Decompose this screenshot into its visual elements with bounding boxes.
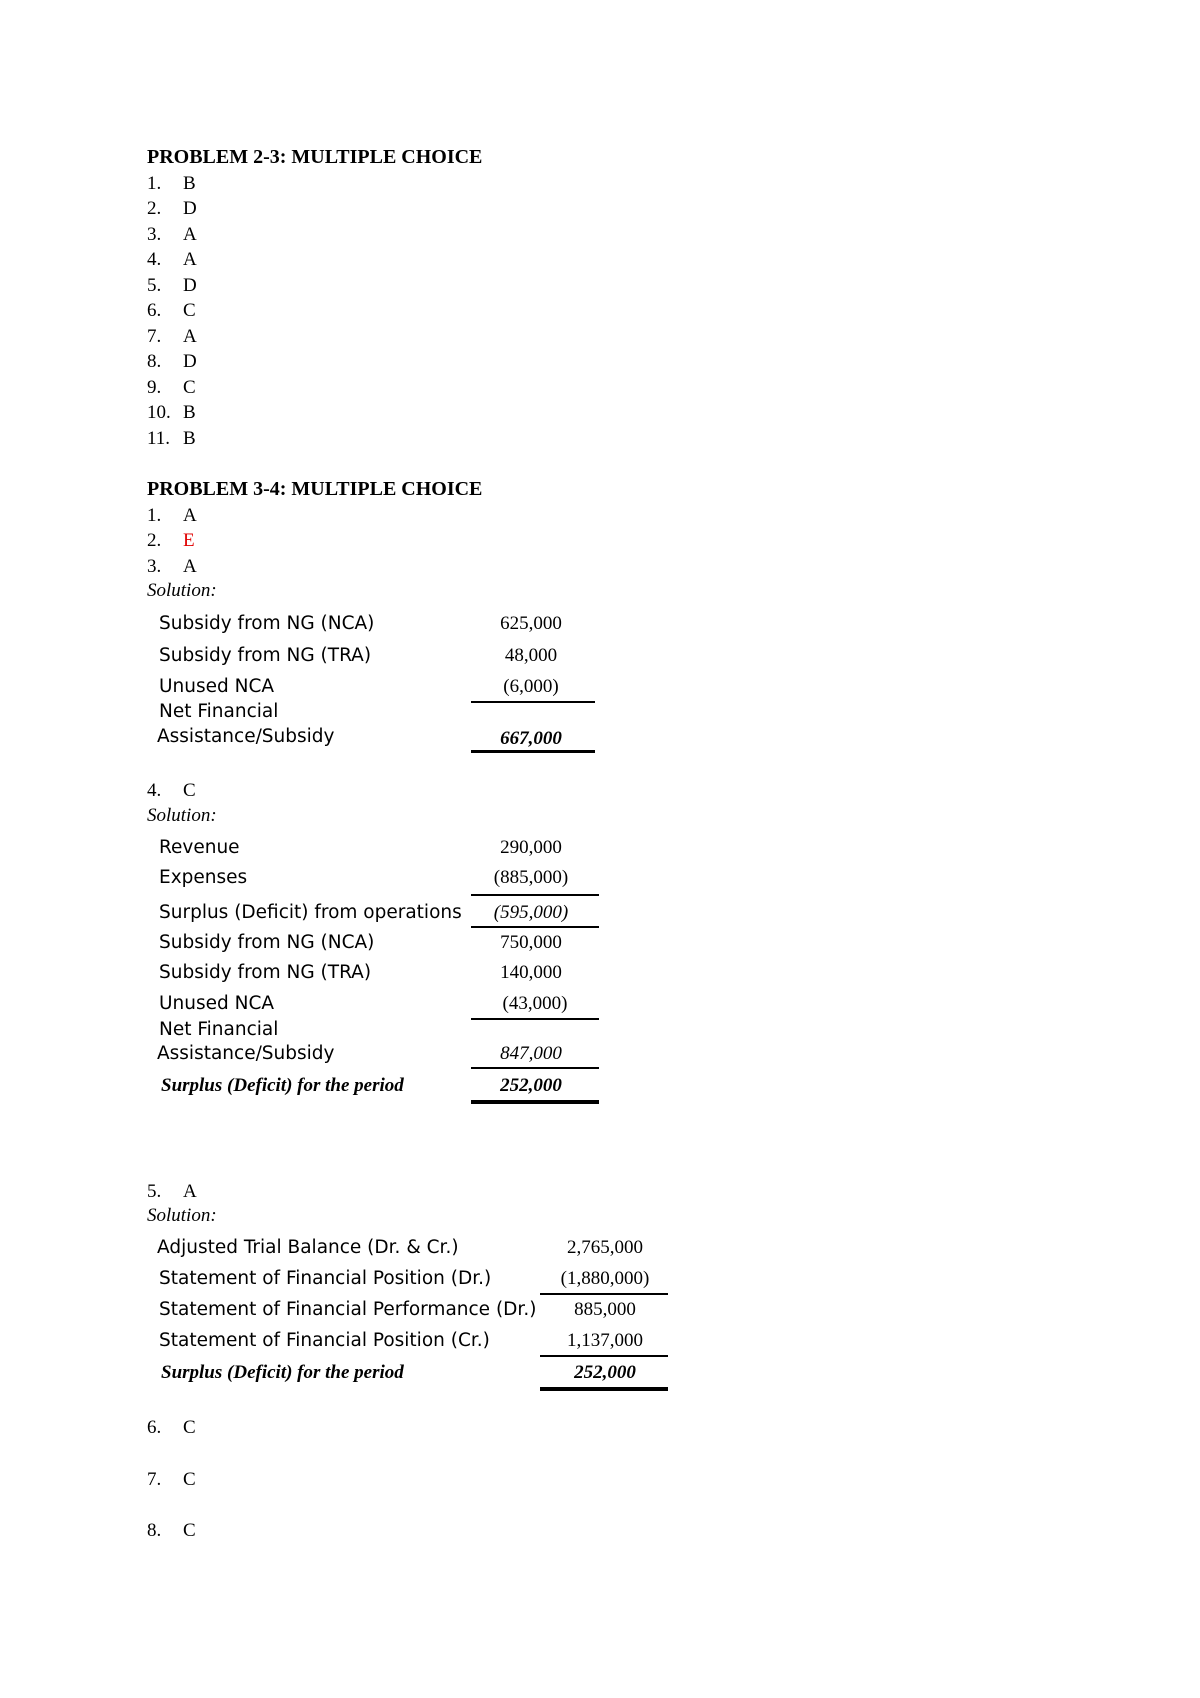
list-item: 6. C: [147, 1417, 196, 1438]
row-value: 48,000: [504, 645, 558, 666]
list-item: 11. B: [147, 428, 196, 449]
underline: [471, 894, 599, 896]
row-label: Surplus (Deficit) from operations: [159, 902, 462, 923]
double-underline: [540, 1387, 668, 1391]
row-label: Statement of Financial Performance (Dr.): [159, 1299, 537, 1320]
net-value: 847,000: [500, 1043, 562, 1064]
list-item: 1. B: [147, 173, 196, 194]
row-label: Adjusted Trial Balance (Dr. & Cr.): [157, 1237, 459, 1258]
row-value: 2,765,000: [567, 1237, 643, 1258]
underline: [471, 1067, 599, 1069]
total-label: Net Financial: [159, 701, 279, 722]
row-label: Expenses: [159, 867, 248, 888]
solution-label: Solution:: [147, 580, 217, 601]
net-label: Net Financial: [159, 1019, 279, 1040]
underline: [471, 1018, 599, 1020]
underline: [471, 926, 599, 928]
row-value: 140,000: [500, 962, 562, 983]
list-item: 10. B: [147, 402, 196, 423]
row-value: (595,000): [493, 902, 569, 923]
row-value: 885,000: [574, 1299, 636, 1320]
final-label: Surplus (Deficit) for the period: [161, 1362, 404, 1383]
row-label: Statement of Financial Position (Cr.): [159, 1330, 490, 1351]
list-item: 1. A: [147, 505, 197, 526]
row-label: Subsidy from NG (TRA): [159, 645, 372, 666]
final-value: 252,000: [500, 1075, 562, 1096]
row-value: 750,000: [500, 932, 562, 953]
final-value: 252,000: [574, 1362, 636, 1383]
row-label: Unused NCA: [159, 993, 275, 1014]
problem-3-4-heading: PROBLEM 3-4: MULTIPLE CHOICE: [147, 478, 483, 500]
underline: [540, 1293, 668, 1295]
row-label: Subsidy from NG (NCA): [159, 613, 375, 634]
list-item: 5. A: [147, 1181, 197, 1202]
problem-2-3-heading: PROBLEM 2-3: MULTIPLE CHOICE: [147, 146, 483, 168]
row-label: Subsidy from NG (TRA): [159, 962, 372, 983]
net-label: Assistance/Subsidy: [157, 1043, 335, 1064]
underline: [471, 701, 595, 703]
list-item: 3. A: [147, 224, 197, 245]
total-value: 667,000: [500, 728, 562, 749]
list-item: 2. D: [147, 198, 197, 219]
list-item: 3. A: [147, 556, 197, 577]
list-item: 7. A: [147, 326, 197, 347]
total-label: Assistance/Subsidy: [157, 726, 335, 747]
list-item: 7. C: [147, 1469, 196, 1490]
double-underline: [471, 750, 595, 753]
solution-label: Solution:: [147, 1205, 217, 1226]
row-value: 625,000: [500, 613, 562, 634]
row-value: 290,000: [500, 837, 562, 858]
row-value: (43,000): [502, 993, 568, 1014]
list-item: 5. D: [147, 275, 197, 296]
underline: [540, 1355, 668, 1357]
solution-label: Solution:: [147, 805, 217, 826]
double-underline: [471, 1100, 599, 1104]
list-item: 9. C: [147, 377, 196, 398]
list-item: 8. D: [147, 351, 197, 372]
list-item: 4. C: [147, 780, 196, 801]
row-label: Unused NCA: [159, 676, 275, 697]
row-label: Revenue: [159, 837, 240, 858]
list-item: 2. E: [147, 530, 195, 551]
row-label: Subsidy from NG (NCA): [159, 932, 375, 953]
row-value: (6,000): [503, 676, 559, 697]
list-item: 8. C: [147, 1520, 196, 1541]
list-item: 6. C: [147, 300, 196, 321]
row-value: (885,000): [493, 867, 569, 888]
list-item: 4. A: [147, 249, 197, 270]
row-label: Statement of Financial Position (Dr.): [159, 1268, 492, 1289]
final-label: Surplus (Deficit) for the period: [161, 1075, 404, 1096]
row-value: (1,880,000): [560, 1268, 650, 1289]
row-value: 1,137,000: [567, 1330, 643, 1351]
